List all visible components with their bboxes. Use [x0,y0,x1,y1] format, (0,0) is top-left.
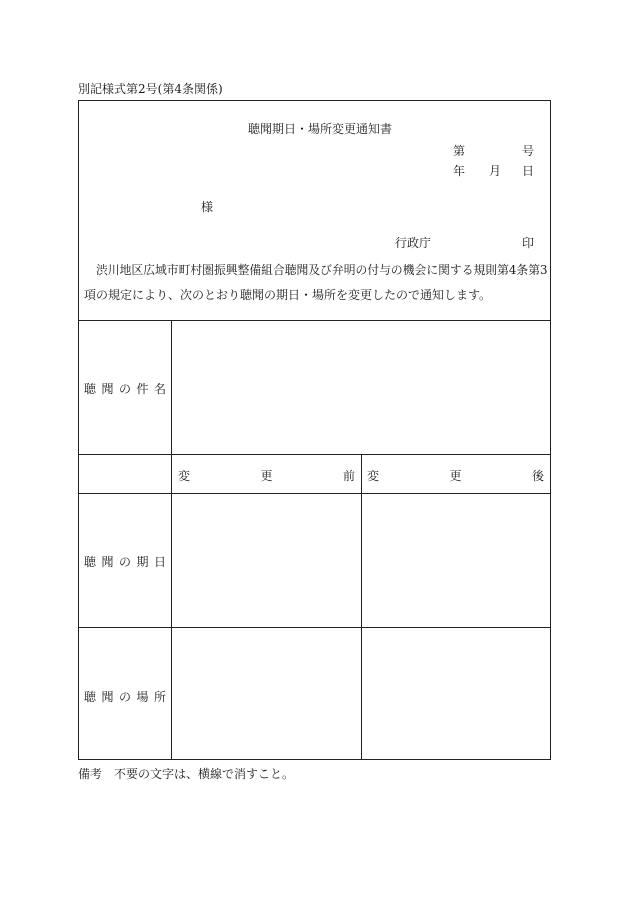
row-label-char: 件 [136,382,149,396]
form-title: 聴聞期日・場所変更通知書 [248,122,393,136]
remarks-note: 備考 不要の文字は、横線で消すこと。 [78,767,295,781]
label-column-line [171,320,172,760]
row-label-date [84,553,166,570]
document-number-prefix: 第 [453,144,466,158]
column-header-char: 更 [449,469,462,483]
column-header-char: 前 [342,469,355,483]
row-label-char: 所 [153,690,166,704]
document-number-suffix: 号 [522,144,535,158]
form-number: 別記様式第2号(第4条関係) [78,82,223,96]
table-top-line [78,320,551,321]
row-label-char: 日 [153,555,166,569]
row-label-char: 聞 [101,382,114,396]
row-label-char: の [118,382,131,396]
notice-form [78,100,551,760]
column-header-char: 更 [260,469,273,483]
column-header-before [178,467,355,484]
date-day-label: 日 [522,164,535,178]
row-label-char: の [118,690,131,704]
notice-body [84,258,546,308]
row-label-place [84,688,166,705]
column-header-after [367,467,544,484]
column-header-char: 変 [178,469,191,483]
row-label-char: 聞 [101,555,114,569]
notice-body-line-1: 渋川地区広域市町村圏振興整備組合聴聞及び弁明の付与の機会に関する規則第4条第3 [96,263,548,277]
row-label-char: 聞 [101,690,114,704]
row-label-char: 期 [136,555,149,569]
issuer-label: 行政庁 [395,236,432,250]
before-after-divider [361,454,362,760]
row-label-char: 場 [136,690,149,704]
column-header-char: 後 [531,469,544,483]
row-label-char: 聴 [84,690,97,704]
row-label-char: 名 [153,382,166,396]
notice-body-line-2: 項の規定により、次のとおり聴聞の期日・場所を変更したので通知します。 [84,288,492,302]
header-row-bottom-line [78,493,551,494]
row-label-char: 聴 [84,555,97,569]
header-row-top-line [78,454,551,455]
row-label-subject [84,380,166,397]
column-header-char: 変 [367,469,380,483]
addressee-honorific: 様 [201,200,214,214]
date-month-label: 月 [489,164,502,178]
seal-mark: 印 [522,236,535,250]
date-year-label: 年 [453,164,466,178]
row-label-char: 聴 [84,382,97,396]
place-row-top-line [78,627,551,628]
row-label-char: の [118,555,131,569]
